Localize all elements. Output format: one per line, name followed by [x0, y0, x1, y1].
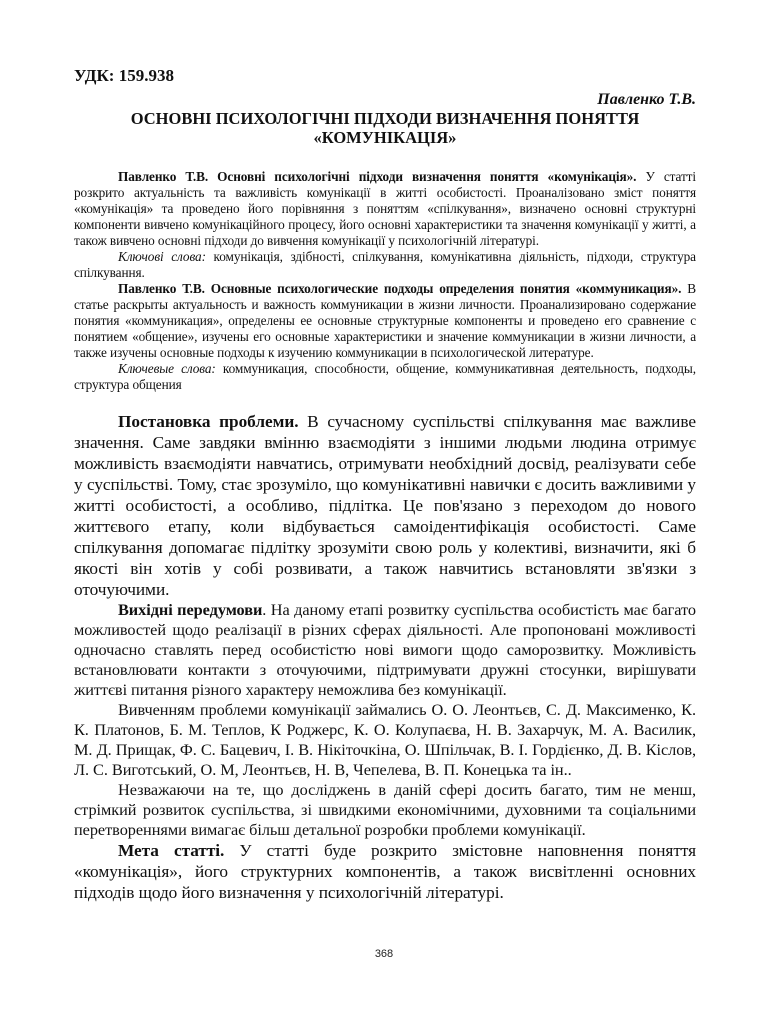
- section-prerequisites-heading: Вихідні передумови: [118, 600, 263, 619]
- udk-code: УДК: 159.938: [74, 66, 174, 85]
- abstract-ru-text: В статье раскрыты актуальность и важность коммуникации в жизни личности. Проанализировано содержание понятия «коммуникация», определены ее основные структурные компоненты и проведено его сравнение с понятием «общение», изучены его основные характеристики и значение коммуникации в жизни личности, а также изучены основные подходы к изучению коммуникации в психологической литературе.: [74, 281, 696, 360]
- keywords-ru-label: Ключевые слова:: [118, 361, 216, 376]
- section-prerequisites: [74, 600, 696, 700]
- section-goal: [74, 840, 696, 903]
- section-problem-heading: Постановка проблеми.: [118, 412, 299, 431]
- abstract-ua-lead: Павленко Т.В. Основні психологічні підходи визначення поняття «комунікація».: [118, 169, 637, 184]
- page-number: 368: [374, 948, 394, 960]
- keywords-ru-text: коммуникация, способности, общение, коммуникативная деятельность, подходы, структура общения: [74, 361, 696, 392]
- abstract-ru: [74, 281, 696, 361]
- author-name: Павленко Т.В.: [597, 91, 696, 108]
- keywords-ru: [74, 361, 696, 393]
- section-problem-text: В сучасному суспільстві спілкування має важливе значення. Саме завдяки вмінню взаємодіяти з іншими людьми людина отримує можливість взаємодіяти навчатись, отримувати необхідний досвід, реалізувати себе у суспільстві. Тому, стає зрозуміло, що комунікативні навички є досить важливими у житті особистості, а особливо, підлітка. Це пов'язано з переходом до нового життєвого етапу, коли відбувається самоідентифікація особистості. Саме спілкування допомагає підлітку зрозуміти свою роль у колективі, визначити, які б якості він хотів у собі розвивати, а також навчитись встановляти зв'язки з оточуючими.: [74, 412, 696, 599]
- section-goal-heading: Мета статті.: [118, 841, 225, 860]
- keywords-ua-label: Ключові слова:: [118, 249, 206, 264]
- keywords-ua: [74, 249, 696, 281]
- abstract-ru-lead: Павленко Т.В. Основные психологические подходы определения понятия «коммуникация».: [118, 281, 682, 296]
- keywords-ua-text: комунікація, здібності, спілкування, комунікативна діяльність, підходи, структура спілкування.: [74, 249, 696, 280]
- section-problem: [74, 411, 696, 600]
- paragraph-researchers: Вивченням проблеми комунікації займались О. О. Леонтьєв, С. Д. Максименко, К. К. Платонов, Б. М. Теплов, К Роджерс, К. О. Колупаєва, Н. В. Захарчук, М. А. Василик, М. Д. Прищак, Ф. С. Бацевич, І. В. Нікіточкіна, О. Шпільчак, В. І. Гордієнко, Д. В. Кіслов, Л. С. Виготський, О. М, Леонтьєв, Н. В, Чепелева, В. П. Конецька та ін..: [74, 700, 696, 779]
- article-title: ОСНОВНІ ПСИХОЛОГІЧНІ ПІДХОДИ ВИЗНАЧЕННЯ ПОНЯТТЯ «КОМУНІКАЦІЯ»: [130, 109, 640, 147]
- article-body: [74, 411, 696, 903]
- section-goal-text: У статті буде розкрито змістовне наповнення поняття «комунікація», його структурних компонентів, а також висвітленні основних підходів щодо його визначення у психологічній літературі.: [74, 841, 696, 902]
- abstract-ua: [74, 169, 696, 249]
- section-prerequisites-text: . На даному етапі розвитку суспільства особистість має багато можливостей щодо реалізації в різних сферах діяльності. Але пропоновані можливості одночасно ставлять перед особистістю нові вимоги щодо саморозвитку. Можливість встановлювати контакти з оточуючими, підтримувати дружні стосунки, вирішувати життєві питання різного характеру неможлива без комунікації.: [74, 600, 696, 699]
- abstract-ua-text: У статті розкрито актуальність та важливість комунікації в житті особистості. Проаналізовано зміст поняття «комунікація» та проведено його порівняння з поняттям «спілкування», визначено основні структурні компоненти вивчено комунікаційного процесу, його основні характеристики та значення комунікації у житті, а також вивчено основні підходи до вивчення комунікації у психологічній літературі.: [74, 169, 696, 248]
- article-page: [74, 66, 696, 903]
- abstracts: [74, 169, 696, 393]
- paragraph-relevance: Незважаючи на те, що досліджень в даній сфері досить багато, тим не менш, стрімкий розвиток суспільства, зі швидкими економічними, духовними та соціальними перетвореннями вимагає більш детальної розробки проблеми комунікації.: [74, 780, 696, 839]
